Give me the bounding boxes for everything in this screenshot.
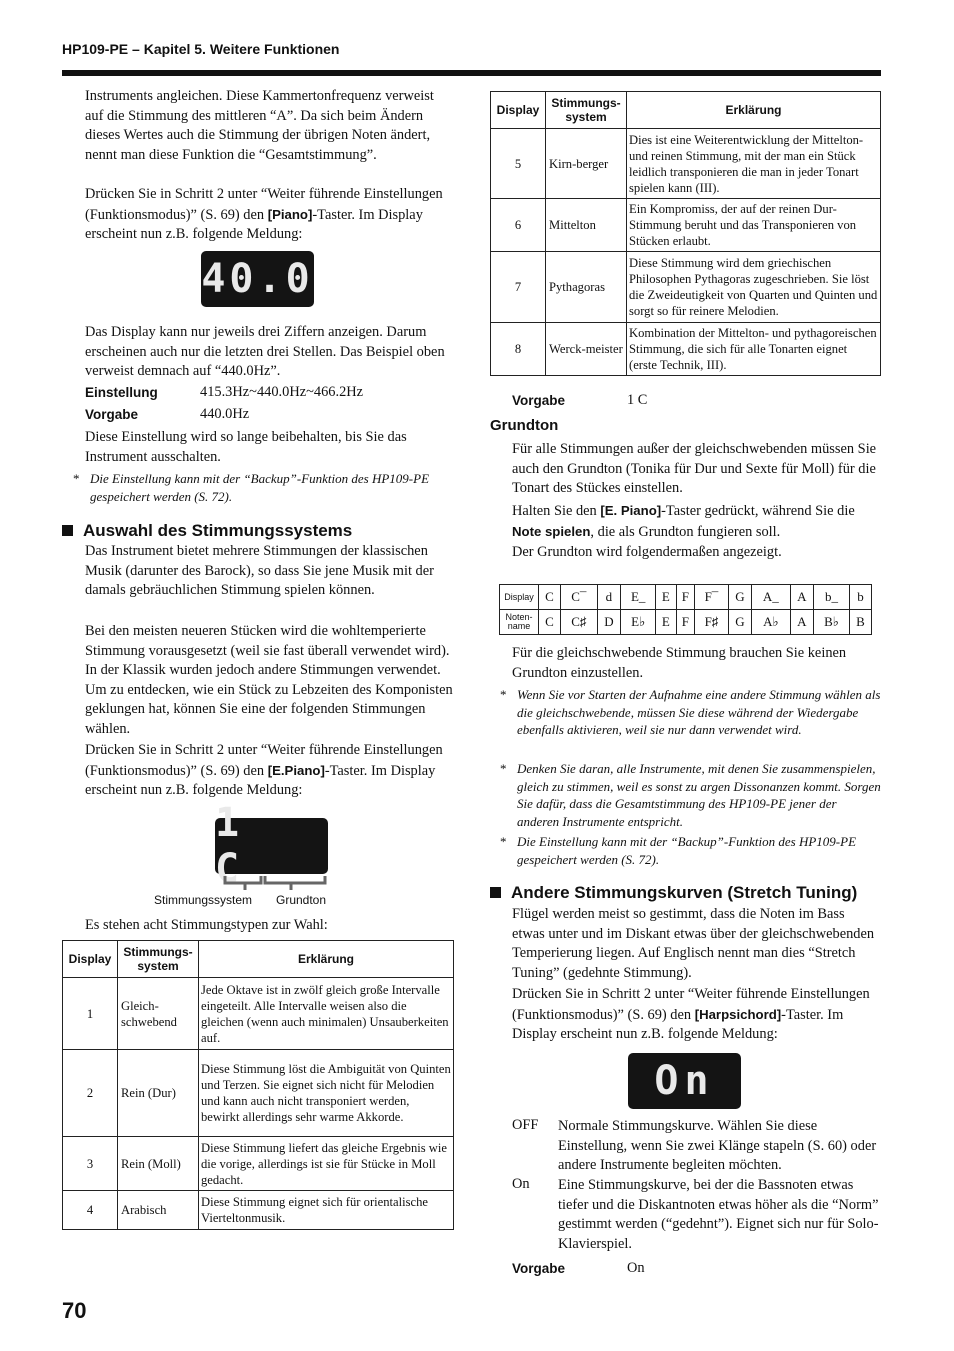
section-heading: Auswahl des Stimmungssystems	[62, 521, 352, 541]
cell-desc: Diese Stimmung löst die Ambiguität von Quinten und Terzen. Sie eignet sich nicht für Melodien und kann auch nicht transponiert werden, bewirkt allerdings sehr warme Akkorde.	[199, 1050, 454, 1137]
cell-desc: Diese Stimmung wird dem griechischen Philosophen Pythagoras zugeschrieben. Sie löst die Zweideutigkeit von Quarten und Quinten und sorgt so für reinere Melodien.	[627, 252, 881, 323]
cell-desc: Diese Stimmung liefert das gleiche Ergebnis wie die vorige, allerdings ist sie für Stücke in Moll gedacht.	[199, 1137, 454, 1191]
table-header-row	[63, 941, 454, 978]
column-header: Stimmungs-system	[546, 92, 627, 129]
cell-name: Werck-meister	[546, 323, 627, 376]
paragraph: Für alle Stimmungen außer der gleichschwebenden müssen Sie auch den Grundton (Tonika für Dur und Sexte für Moll) für die Tonart des Stückes einstellen.	[512, 441, 877, 496]
table-row	[63, 1191, 454, 1230]
paragraph: Drücken Sie in Schritt 2 unter “Weiter führende Einstellungen (Funktionsmodus)” (S. 69) den [Harpsichord]-Taster. Im Display erscheint nun z.B. folgende Meldung:	[512, 986, 870, 1042]
note-spielen-ref: Note spielen	[512, 523, 591, 539]
cell: b	[849, 585, 871, 610]
table-row	[491, 129, 881, 199]
footnote: * Denken Sie daran, alle Instrumente, mit denen Sie zusammenspielen, gleich zu stimmen, weil es sonst zu argen Dissonanzen kommt. Sorgen Sie dafür, dass die Gesamtstimmung des HP109-PE jener der anderen Instrumente entspricht.	[500, 761, 881, 829]
footnote: * Die Einstellung kann mit der “Backup”-Funktion des HP109-PE gespeichert werden (S. 72).	[500, 834, 857, 867]
footnote: * Die Einstellung kann mit der “Backup”-Funktion des HP109-PE gespeichert werden (S. 72).	[73, 471, 430, 504]
paragraph: Für die gleichschwebende Stimmung brauchen Sie keinen Grundton einzustellen.	[512, 645, 847, 681]
cell-display: 4	[63, 1191, 118, 1230]
table-header-row	[491, 92, 881, 129]
cell: E_	[621, 585, 656, 610]
cell: A_	[752, 585, 790, 610]
piano-button-ref: [Piano]	[267, 206, 313, 222]
row-label: Noten-name	[500, 610, 539, 635]
option-label: On	[512, 1176, 530, 1192]
row-label: Display	[500, 585, 539, 610]
setting-value: 415.3Hz~440.0Hz~466.2Hz	[200, 384, 364, 400]
table-row	[491, 199, 881, 252]
column-header: Display	[63, 941, 118, 978]
cell-desc: Diese Stimmung eignet sich für orientalische Vierteltonmusik.	[199, 1191, 454, 1230]
cell-display: 1	[63, 978, 118, 1050]
cell-desc: Jede Oktave ist in zwölf gleich große Intervalle eingeteilt. Alle Intervalle weisen also die gleichen (wenn auch minimalen) Unsauberkeiten auf.	[199, 978, 454, 1050]
cell-display: 8	[491, 323, 546, 376]
cell-desc: Dies ist eine Weiterentwicklung der Mittelton- und reinen Stimmung, mit der man ein Stück leidlich transponieren die man in jeder Tonart spielen kann (III).	[627, 129, 881, 199]
footnote: * Wenn Sie vor Starten der Aufnahme eine andere Stimmung wählen als die gleichschwebende, müssen Sie diese während der Wiedergabe ebenfalls aktivieren, weil sie nur dann verwendet wird.	[500, 687, 881, 737]
default-label: Vorgabe	[85, 407, 139, 422]
table-row	[63, 1050, 454, 1137]
cell: C	[539, 610, 561, 635]
table-row	[63, 978, 454, 1050]
cell-display: 7	[491, 252, 546, 323]
paragraph: Der Grundton wird folgendermaßen angezeigt.	[512, 544, 782, 560]
cell: C♯	[560, 610, 597, 635]
cell-name: Arabisch	[118, 1191, 199, 1230]
harpsichord-button-ref: [Harpsichord]	[694, 1006, 782, 1022]
table-row	[491, 252, 881, 323]
paragraph: Das Instrument bietet mehrere Stimmungen der klassischen Musik (darunter des Barock), so dass Sie jene Musik mit der damals gebräuchlichen Stimmung spielen können.	[85, 543, 434, 598]
cell: E	[656, 610, 676, 635]
cell: E♭	[621, 610, 656, 635]
column-header: Stimmungs-system	[118, 941, 199, 978]
cell: F	[676, 610, 695, 635]
lcd-display: 40.0	[201, 251, 314, 307]
tuning-table-right	[490, 91, 881, 376]
cell-name: Mittelton	[546, 199, 627, 252]
cell: C	[539, 585, 561, 610]
paragraph: Es stehen acht Stimmungstypen zur Wahl:	[85, 917, 328, 933]
cell-name: Gleich-schwebend	[118, 978, 199, 1050]
section-heading: Andere Stimmungskurven (Stretch Tuning)	[490, 883, 857, 903]
cell: G	[728, 610, 752, 635]
cell: B	[849, 610, 871, 635]
epiano-button-ref: [E.Piano]	[267, 762, 325, 778]
paragraph: Bei den meisten neueren Stücken wird die wohltemperierte Stimmung vorausgesetzt (weil sie fast überall verwendet wird). In der Klassik wurden jedoch andere Stimmungen verwendet. Um zu entdecken, wie ein Stück zu Lebzeiten des Komponisten geklungen hat, können Sie eine der folgenden Stimmungen wählen.	[85, 623, 453, 737]
cell: A♭	[752, 610, 790, 635]
lcd-display: On	[628, 1053, 741, 1109]
cell-display: 5	[491, 129, 546, 199]
column-header: Erklärung	[199, 941, 454, 978]
cell: d	[597, 585, 621, 610]
column-header: Erklärung	[627, 92, 881, 129]
caption: Stimmungssystem	[154, 893, 253, 907]
table-row	[500, 585, 872, 610]
paragraph: Instruments angleichen. Diese Kammertonfrequenz verweist auf die Stimmung des mittleren “A”. Da sich beim Ändern dieses Wertes auch die Stimmung der übrigen Noten ändert, nennt man diese Funktion die “Gesamtstimmung”.	[85, 88, 434, 163]
column-header: Display	[491, 92, 546, 129]
default-label: Vorgabe	[512, 393, 566, 408]
paragraph: Drücken Sie in Schritt 2 unter “Weiter führende Einstellungen (Funktionsmodus)” (S. 69) den [E.Piano]-Taster. Im Display erscheint nun z.B. folgende Meldung:	[85, 742, 443, 798]
cell-desc: Ein Kompromiss, der auf der reinen Dur-Stimmung beruht und das Transponieren von Stücken erlaubt.	[627, 199, 881, 252]
table-row	[63, 1137, 454, 1191]
cell-name: Pythagoras	[546, 252, 627, 323]
option-description: Normale Stimmungskurve. Wählen Sie diese Einstellung, wenn Sie zwei Klänge stapeln (S. 60) oder andere Instrumente begleiten möchten.	[558, 1118, 877, 1173]
cell: F	[676, 585, 695, 610]
cell: C¯	[560, 585, 597, 610]
cell: A	[790, 610, 814, 635]
paragraph: Halten Sie den [E. Piano]-Taster gedrückt, während Sie die Note spielen, die als Grundton fungieren soll.	[512, 503, 855, 540]
option-label: OFF	[512, 1117, 539, 1133]
cell-name: Rein (Moll)	[118, 1137, 199, 1191]
default-value: 1 C	[627, 392, 648, 408]
page-number: 70	[62, 1298, 87, 1323]
table-row	[491, 323, 881, 376]
cell-name: Rein (Dur)	[118, 1050, 199, 1137]
running-header: HP109-PE – Kapitel 5. Weitere Funktionen	[62, 41, 340, 57]
paragraph: Drücken Sie in Schritt 2 unter “Weiter führende Einstellungen (Funktionsmodus)” (S. 69) den [Piano]-Taster. Im Display erscheint nun z.B. folgende Meldung:	[85, 186, 443, 242]
cell: A	[790, 585, 814, 610]
cell: F¯	[695, 585, 728, 610]
lcd-display: 1 C	[215, 818, 328, 874]
setting-label: Einstellung	[85, 385, 158, 400]
display-bracket-lines	[215, 874, 335, 892]
caption: Grundton	[276, 893, 327, 907]
cell-display: 6	[491, 199, 546, 252]
cell: F♯	[695, 610, 728, 635]
cell-display: 3	[63, 1137, 118, 1191]
paragraph: Flügel werden meist so gestimmt, dass die Noten im Bass etwas unter und im Diskant etwas über der gleichschwebenden Temperierung liegen. Auf Englisch nennt man dies “Stretch Tuning” (gedehnte Stimmung).	[512, 906, 875, 981]
cell-desc: Kombination der Mittelton- und pythagoreischen Stimmung, die sich für alle Tonarten eignet (erste Technik, III).	[627, 323, 881, 376]
cell: E	[656, 585, 676, 610]
cell: B♭	[814, 610, 850, 635]
root-note-table	[499, 584, 872, 635]
header-rule	[62, 70, 881, 76]
epiano-button-ref: [E. Piano]	[600, 503, 662, 518]
subheading: Grundton	[490, 417, 559, 434]
square-bullet-icon	[490, 887, 501, 898]
square-bullet-icon	[62, 525, 73, 536]
table-row	[500, 610, 872, 635]
paragraph: Das Display kann nur jeweils drei Ziffern anzeigen. Darum erscheinen auch nur die letzten drei Stellen. Das Beispiel oben verweist demnach auf “440.0Hz”.	[85, 324, 445, 379]
default-value: On	[627, 1260, 645, 1276]
cell-name: Kirn-berger	[546, 129, 627, 199]
paragraph: Diese Einstellung wird so lange beibehalten, bis Sie das Instrument ausschalten.	[85, 429, 407, 465]
cell: D	[597, 610, 621, 635]
cell: G	[728, 585, 752, 610]
default-label: Vorgabe	[512, 1261, 566, 1276]
cell: b_	[814, 585, 850, 610]
cell-display: 2	[63, 1050, 118, 1137]
option-description: Eine Stimmungskurve, bei der die Bassnoten etwas tiefer und die Diskantnoten etwas höher als die “Norm” gestimmt werden (“gedehnt”). Eignet sich nur für Solo-Klavierspiel.	[558, 1177, 879, 1252]
tuning-table-left	[62, 940, 454, 1230]
default-value: 440.0Hz	[200, 406, 250, 422]
